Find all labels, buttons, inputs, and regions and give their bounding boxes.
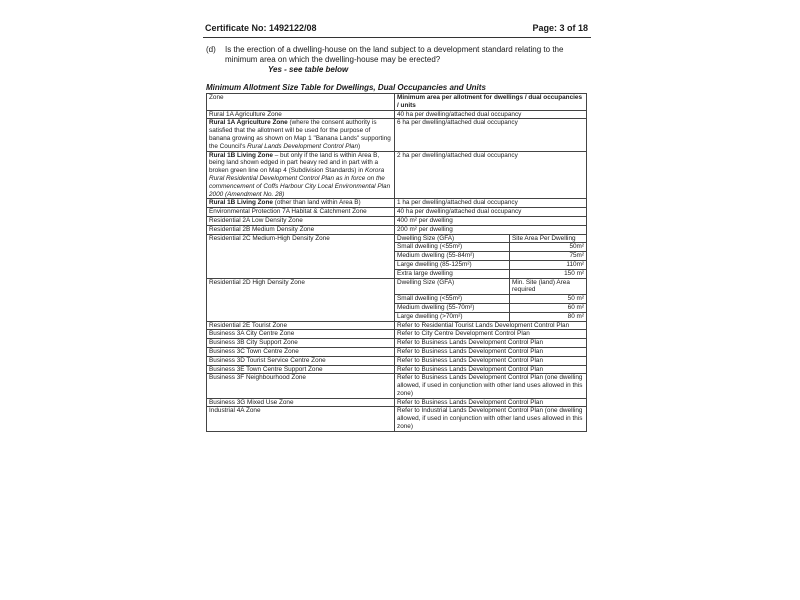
- site-area-cell: 75m²: [510, 252, 587, 261]
- zone-cell: Environmental Protection 7A Habitat & Catchment Zone: [207, 208, 395, 217]
- zone-cell: Business 3G Mixed Use Zone: [207, 398, 395, 407]
- zone-cell: Business 3A City Centre Zone: [207, 330, 395, 339]
- table-row: [207, 110, 587, 119]
- table-row: [207, 356, 587, 365]
- question-text: Is the erection of a dwelling-house on the land subject to a development standard relating to the minimum area on which the dwelling-house may be erected?: [225, 45, 564, 64]
- subheader-site-area: Min. Site (land) Area required: [510, 278, 587, 295]
- table-row: [207, 321, 587, 330]
- table-row: [207, 234, 587, 243]
- area-cell: 6 ha per dwelling/attached dual occupancy: [395, 119, 587, 151]
- zone-cell: Business 3B City Support Zone: [207, 339, 395, 348]
- table-row: [207, 151, 587, 199]
- zone-name: Rural 1B Living Zone: [209, 199, 273, 207]
- dwelling-size-cell: Small dwelling (<55m²): [395, 295, 510, 304]
- area-cell: Refer to Business Lands Development Control Plan: [395, 398, 587, 407]
- site-area-cell: 50m²: [510, 243, 587, 252]
- site-area-cell: 110m²: [510, 260, 587, 269]
- zone-cell: [207, 119, 395, 151]
- area-cell: 1 ha per dwelling/attached dual occupancy: [395, 199, 587, 208]
- zone-cell: [207, 151, 395, 199]
- question-answer: Yes - see table below: [268, 65, 349, 74]
- zone-cell: Rural 1A Agriculture Zone: [207, 110, 395, 119]
- table-row: [207, 225, 587, 234]
- table-row: [207, 199, 587, 208]
- area-cell: Refer to Business Lands Development Control Plan: [395, 339, 587, 348]
- table-row: [207, 119, 587, 151]
- header-rule: [203, 37, 591, 38]
- table-row: [207, 216, 587, 225]
- site-area-cell: 150 m²: [510, 269, 587, 278]
- zone-cell: Business 3E Town Centre Support Zone: [207, 365, 395, 374]
- table-row: [207, 339, 587, 348]
- table-row: [207, 330, 587, 339]
- question-label: (d): [206, 45, 216, 54]
- subheader-site-area: Site Area Per Dwelling: [510, 234, 587, 243]
- table-row: [207, 407, 587, 431]
- area-cell: 2 ha per dwelling/attached dual occupancy: [395, 151, 587, 199]
- zone-plan-name: Korora Rural Residential Development Control Plan as in force on the commencement of Coffs Harbour City Local Environmental Plan 2000 (Amendment No. 28): [209, 167, 391, 198]
- area-cell: Refer to Business Lands Development Control Plan: [395, 365, 587, 374]
- subheader-dwelling-size: Dwelling Size (GFA): [395, 234, 510, 243]
- dwelling-size-cell: Extra large dwelling: [395, 269, 510, 278]
- table-row: [207, 365, 587, 374]
- zone-cell: Business 3F Neighbourhood Zone: [207, 374, 395, 398]
- zone-condition-end: ): [358, 142, 361, 150]
- area-cell: 40 ha per dwelling/attached dual occupancy: [395, 208, 587, 217]
- zone-cell: Business 3D Tourist Service Centre Zone: [207, 356, 395, 365]
- table-row: [207, 374, 587, 398]
- table-caption: Minimum Allotment Size Table for Dwellings, Dual Occupancies and Units: [206, 83, 486, 92]
- table-header-row: [207, 94, 587, 111]
- dwelling-size-cell: Large dwelling (>70m²): [395, 312, 510, 321]
- table-row: [207, 398, 587, 407]
- table-row: [207, 278, 587, 295]
- dwelling-size-cell: Medium dwelling (55-70m²): [395, 303, 510, 312]
- area-cell: Refer to Business Lands Development Control Plan: [395, 347, 587, 356]
- zone-condition: (other than land within Area B): [272, 199, 361, 207]
- site-area-cell: 80 m²: [510, 312, 587, 321]
- zone-name: Rural 1A Agriculture Zone: [209, 119, 288, 127]
- area-cell: 40 ha per dwelling/attached dual occupancy: [395, 110, 587, 119]
- zone-name: Rural 1B Living Zone: [209, 151, 273, 159]
- area-cell: Refer to Business Lands Development Control Plan: [395, 356, 587, 365]
- page-number: Page: 3 of 18: [532, 23, 588, 33]
- area-cell: Refer to Business Lands Development Control Plan (one dwelling allowed, if used in conjunction with other land uses allowed in this zone): [395, 374, 587, 398]
- zone-cell: Residential 2E Tourist Zone: [207, 321, 395, 330]
- site-area-cell: 50 m²: [510, 295, 587, 304]
- area-cell: Refer to Residential Tourist Lands Development Control Plan: [395, 321, 587, 330]
- zone-cell: Residential 2C Medium-High Density Zone: [207, 234, 395, 278]
- area-cell: 200 m² per dwelling: [395, 225, 587, 234]
- zone-cell: Industrial 4A Zone: [207, 407, 395, 431]
- area-cell: Refer to City Centre Development Control Plan: [395, 330, 587, 339]
- zone-cell: Business 3C Town Centre Zone: [207, 347, 395, 356]
- certificate-number: Certificate No: 1492122/08: [205, 23, 317, 33]
- site-area-cell: 60 m²: [510, 303, 587, 312]
- table-row: [207, 208, 587, 217]
- zone-cell: Residential 2A Low Density Zone: [207, 216, 395, 225]
- zone-plan-name: Rural Lands Development Control Plan: [247, 142, 359, 150]
- allotment-size-table: [206, 93, 587, 432]
- header-min-area: Minimum area per allotment for dwellings / dual occupancies / units: [395, 94, 587, 111]
- zone-cell: [207, 199, 395, 208]
- dwelling-size-cell: Large dwelling (85-125m²): [395, 260, 510, 269]
- dwelling-size-cell: Medium dwelling (55-84m²): [395, 252, 510, 261]
- area-cell: Refer to Industrial Lands Development Control Plan (one dwelling allowed, if used in conjunction with other land uses allowed in this zone): [395, 407, 587, 431]
- table-row: [207, 347, 587, 356]
- header-zone: Zone: [207, 94, 395, 111]
- zone-cell: Residential 2B Medium Density Zone: [207, 225, 395, 234]
- dwelling-size-cell: Small dwelling (<55m²): [395, 243, 510, 252]
- zone-condition: (where the consent authority is satisfied that the allotment will be used for the purpose of banana growing as shown on Map 1 "Banana Lands" supporting the Council's: [209, 119, 391, 150]
- area-cell: 400 m² per dwelling: [395, 216, 587, 225]
- zone-cell: Residential 2D High Density Zone: [207, 278, 395, 321]
- subheader-dwelling-size: Dwelling Size (GFA): [395, 278, 510, 295]
- zone-condition: – but only if the land is within Area B, being land shown edged in part heavy red and in part with a broken green line on Map 4 (Subdivision Standards) in: [209, 151, 380, 175]
